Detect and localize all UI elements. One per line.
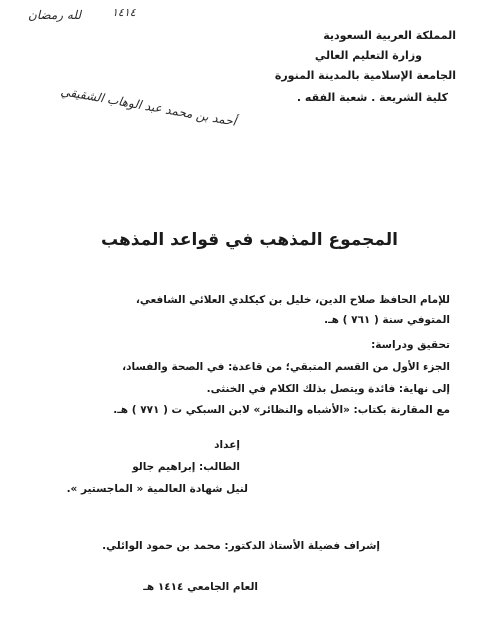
header-college: كلية الشريعة . شعبة الفقه . bbox=[296, 91, 448, 104]
academic-year: العام الجامعي ١٤١٤ هـ bbox=[143, 581, 258, 593]
study-part-line-1: الجزء الأول من القسم المتبقي؛ من قاعدة: في الصحة والفساد، bbox=[122, 361, 450, 373]
author-line: للإمام الحافظ صلاح الدين، خليل بن كيكلدي العلائي الشافعي، bbox=[135, 294, 450, 306]
header-university: الجامعة الإسلامية بالمدينة المنورة bbox=[274, 69, 456, 82]
study-comparison: مع المقارنة بكتاب: «الأشباه والنظائر» لابن السبكي ت ( ٧٧١ ) هـ. bbox=[113, 404, 450, 416]
header-ministry: وزارة التعليم العالي bbox=[314, 49, 422, 62]
prepared-label: إعداد bbox=[214, 439, 240, 451]
student-name: الطالب: إبراهيم جالو bbox=[132, 461, 240, 473]
study-heading: تحقيق ودراسة: bbox=[371, 339, 450, 351]
supervisor-line: إشراف فضيلة الأستاذ الدكتور: محمد بن حمود الوائلي. bbox=[102, 540, 380, 552]
header-country: المملكة العربية السعودية bbox=[323, 29, 456, 42]
author-death-year: المتوفي سنة ( ٧٦١ ) هـ. bbox=[324, 314, 450, 326]
handwritten-note-top: لله رمضان bbox=[28, 8, 81, 22]
degree-line: لنيل شهادة العالمية « الماجستير ». bbox=[66, 483, 248, 495]
study-part-line-2: إلى نهاية: فائدة ويتصل بذلك الكلام في الخنثى. bbox=[206, 383, 450, 395]
handwritten-side-note: أحمد بن محمد عبد الوهاب الشقيقي bbox=[59, 84, 238, 129]
handwritten-note-number: ١٤١٤ bbox=[112, 6, 136, 19]
document-title: المجموع المذهب في قواعد المذهب bbox=[100, 230, 398, 250]
